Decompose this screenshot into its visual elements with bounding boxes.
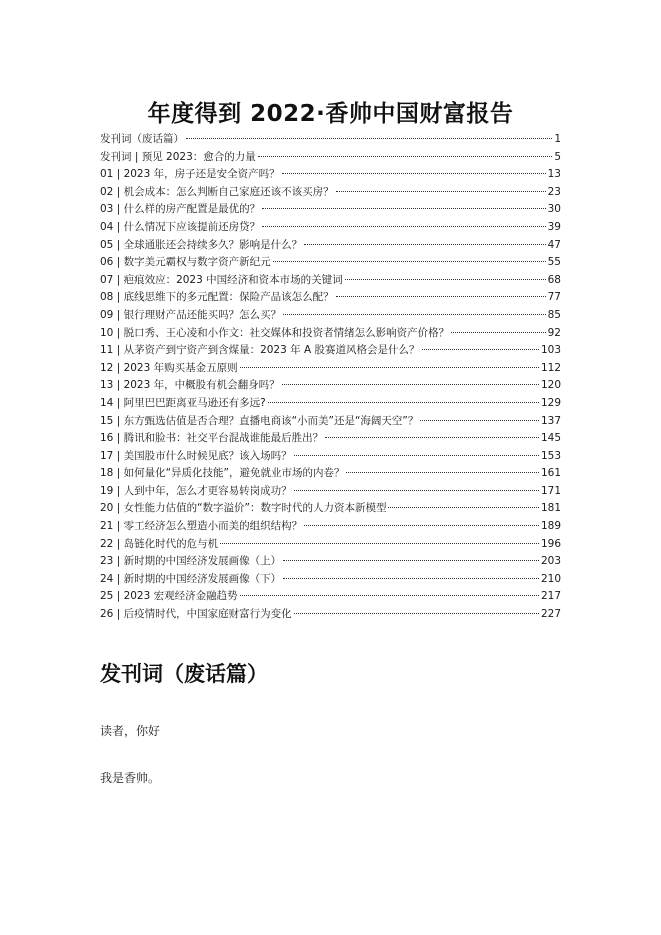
body-paragraph: 我是香帅。 — [100, 771, 161, 785]
toc-row[interactable] — [100, 325, 561, 343]
toc-page-number: 120 — [540, 379, 561, 392]
toc-page-number: 189 — [540, 520, 561, 533]
toc-dot-leader — [336, 296, 546, 297]
toc-row[interactable] — [100, 377, 561, 395]
toc-row[interactable] — [100, 448, 561, 466]
toc-page-number: 30 — [547, 203, 561, 216]
toc-entry-title: 05 | 全球通胀还会持续多久？影响是什么？ — [100, 238, 303, 251]
toc-entry-title: 13 | 2023 年，中概股有机会翻身吗？ — [100, 379, 280, 392]
toc-dot-leader — [422, 349, 539, 350]
toc-entry-title: 20 | 女性能力估值的“数字溢价”：数字时代的人力资本新模型 — [100, 502, 387, 515]
section-heading: 发刊词（废话篇） — [100, 662, 268, 686]
toc-page-number: 85 — [547, 308, 561, 321]
toc-page-number: 203 — [540, 555, 561, 568]
toc-entry-title: 发刊词 | 预见 2023：愈合的力量 — [100, 150, 256, 163]
toc-row[interactable] — [100, 430, 561, 448]
toc-row[interactable] — [100, 149, 561, 167]
toc-entry-title: 07 | 疤痕效应：2023 中国经济和资本市场的关键词 — [100, 273, 343, 286]
toc-page-number: 145 — [540, 432, 561, 445]
toc-row[interactable] — [100, 360, 561, 378]
toc-entry-title: 26 | 后疫情时代，中国家庭财富行为变化 — [100, 608, 292, 621]
toc-dot-leader — [336, 191, 546, 192]
document-title: 年度得到 2022·香帅中国财富报告 — [147, 101, 514, 128]
toc-page-number: 129 — [540, 396, 561, 409]
toc-row[interactable] — [100, 289, 561, 307]
toc-entry-title: 24 | 新时期的中国经济发展画像（下） — [100, 572, 282, 585]
toc-row[interactable] — [100, 272, 561, 290]
toc-entry-title: 11 | 从茅资产到宁资产到含煤量：2023 年 A 股赛道风格会是什么？ — [100, 344, 420, 357]
toc-dot-leader — [282, 173, 546, 174]
toc-dot-leader — [186, 138, 552, 139]
table-of-contents — [100, 131, 561, 624]
toc-page-number: 196 — [540, 537, 561, 550]
toc-page-number: 137 — [540, 414, 561, 427]
toc-row[interactable] — [100, 571, 561, 589]
toc-row[interactable] — [100, 553, 561, 571]
toc-page-number: 153 — [540, 449, 561, 462]
toc-row[interactable] — [100, 307, 561, 325]
toc-page-number: 5 — [554, 150, 561, 163]
toc-row[interactable] — [100, 518, 561, 536]
toc-dot-leader — [220, 543, 539, 544]
toc-dot-leader — [240, 595, 539, 596]
toc-row[interactable] — [100, 536, 561, 554]
toc-dot-leader — [294, 455, 539, 456]
toc-page-number: 210 — [540, 572, 561, 585]
toc-row[interactable] — [100, 483, 561, 501]
toc-page-number: 1 — [554, 133, 561, 145]
toc-page-number: 92 — [547, 326, 561, 339]
toc-entry-title: 25 | 2023 宏观经济金融趋势 — [100, 590, 238, 603]
toc-row[interactable] — [100, 395, 561, 413]
toc-page-number: 55 — [547, 256, 561, 269]
toc-row[interactable] — [100, 237, 561, 255]
toc-entry-title: 06 | 数字美元霸权与数字资产新纪元 — [100, 256, 271, 269]
toc-page-number: 39 — [547, 220, 561, 233]
toc-row[interactable] — [100, 184, 561, 202]
toc-page-number: 23 — [547, 185, 561, 198]
toc-dot-leader — [420, 420, 539, 421]
toc-page-number: 103 — [540, 344, 561, 357]
toc-page-number: 47 — [547, 238, 561, 251]
toc-dot-leader — [282, 384, 539, 385]
toc-page-number: 13 — [547, 168, 561, 181]
toc-row[interactable] — [100, 219, 561, 237]
toc-entry-title: 22 | 岛链化时代的危与机 — [100, 537, 219, 550]
toc-page-number: 181 — [540, 502, 561, 515]
toc-dot-leader — [268, 402, 539, 403]
toc-dot-leader — [294, 613, 539, 614]
toc-dot-leader — [262, 208, 546, 209]
toc-entry-title: 15 | 东方甄选估值是否合理？直播电商该“小而美”还是“海阔天空”？ — [100, 414, 419, 427]
toc-row[interactable] — [100, 131, 561, 149]
toc-row[interactable] — [100, 254, 561, 272]
toc-entry-title: 01 | 2023 年，房子还是安全资产吗？ — [100, 168, 280, 181]
toc-entry-title: 08 | 底线思维下的多元配置：保险产品该怎么配？ — [100, 291, 334, 304]
toc-dot-leader — [283, 314, 546, 315]
toc-entry-title: 14 | 阿里巴巴距离亚马逊还有多远? — [100, 396, 266, 409]
toc-page-number: 217 — [540, 590, 561, 603]
toc-entry-title: 02 | 机会成本：怎么判断自己家庭还该不该买房？ — [100, 185, 334, 198]
toc-dot-leader — [304, 525, 539, 526]
toc-page-number: 68 — [547, 273, 561, 286]
toc-dot-leader — [304, 244, 546, 245]
toc-row[interactable] — [100, 588, 561, 606]
toc-dot-leader — [283, 560, 539, 561]
toc-row[interactable] — [100, 413, 561, 431]
toc-entry-title: 21 | 零工经济怎么塑造小而美的组织结构？ — [100, 520, 303, 533]
toc-dot-leader — [240, 367, 539, 368]
toc-page-number: 161 — [540, 467, 561, 480]
toc-entry-title: 17 | 美国股市什么时候见底？该入场吗？ — [100, 449, 292, 462]
toc-dot-leader — [451, 332, 546, 333]
toc-dot-leader — [262, 226, 546, 227]
body-paragraph: 读者，你好 — [100, 724, 161, 738]
toc-dot-leader — [258, 156, 553, 157]
toc-row[interactable] — [100, 201, 561, 219]
toc-row[interactable] — [100, 166, 561, 184]
toc-entry-title: 23 | 新时期的中国经济发展画像（上） — [100, 555, 282, 568]
toc-page-number: 171 — [540, 484, 561, 497]
toc-row[interactable] — [100, 500, 561, 518]
toc-entry-title: 发刊词（废话篇） — [100, 133, 184, 145]
toc-dot-leader — [345, 279, 546, 280]
toc-dot-leader — [273, 261, 546, 262]
toc-row[interactable] — [100, 606, 561, 624]
toc-page-number: 227 — [540, 608, 561, 621]
toc-page-number: 112 — [540, 361, 561, 374]
toc-dot-leader — [346, 472, 539, 473]
toc-dot-leader — [283, 578, 539, 579]
toc-dot-leader — [325, 437, 539, 438]
toc-dot-leader — [294, 490, 539, 491]
toc-entry-title: 09 | 银行理财产品还能买吗？怎么买？ — [100, 308, 282, 321]
toc-entry-title: 16 | 腾讯和脸书：社交平台混战谁能最后胜出？ — [100, 432, 324, 445]
toc-entry-title: 04 | 什么情况下应该提前还房贷？ — [100, 220, 261, 233]
toc-entry-title: 03 | 什么样的房产配置是最优的？ — [100, 203, 261, 216]
toc-entry-title: 10 | 脱口秀、王心凌和小作文：社交媒体和投资者情绪怎么影响资产价格？ — [100, 326, 450, 339]
toc-row[interactable] — [100, 465, 561, 483]
toc-row[interactable] — [100, 342, 561, 360]
toc-entry-title: 12 | 2023 年购买基金五原则 — [100, 361, 238, 374]
toc-entry-title: 19 | 人到中年，怎么才更容易转岗成功？ — [100, 484, 292, 497]
toc-dot-leader — [388, 507, 539, 508]
toc-page-number: 77 — [547, 291, 561, 304]
toc-entry-title: 18 | 如何量化“异质化技能”，避免就业市场的内卷？ — [100, 467, 345, 480]
